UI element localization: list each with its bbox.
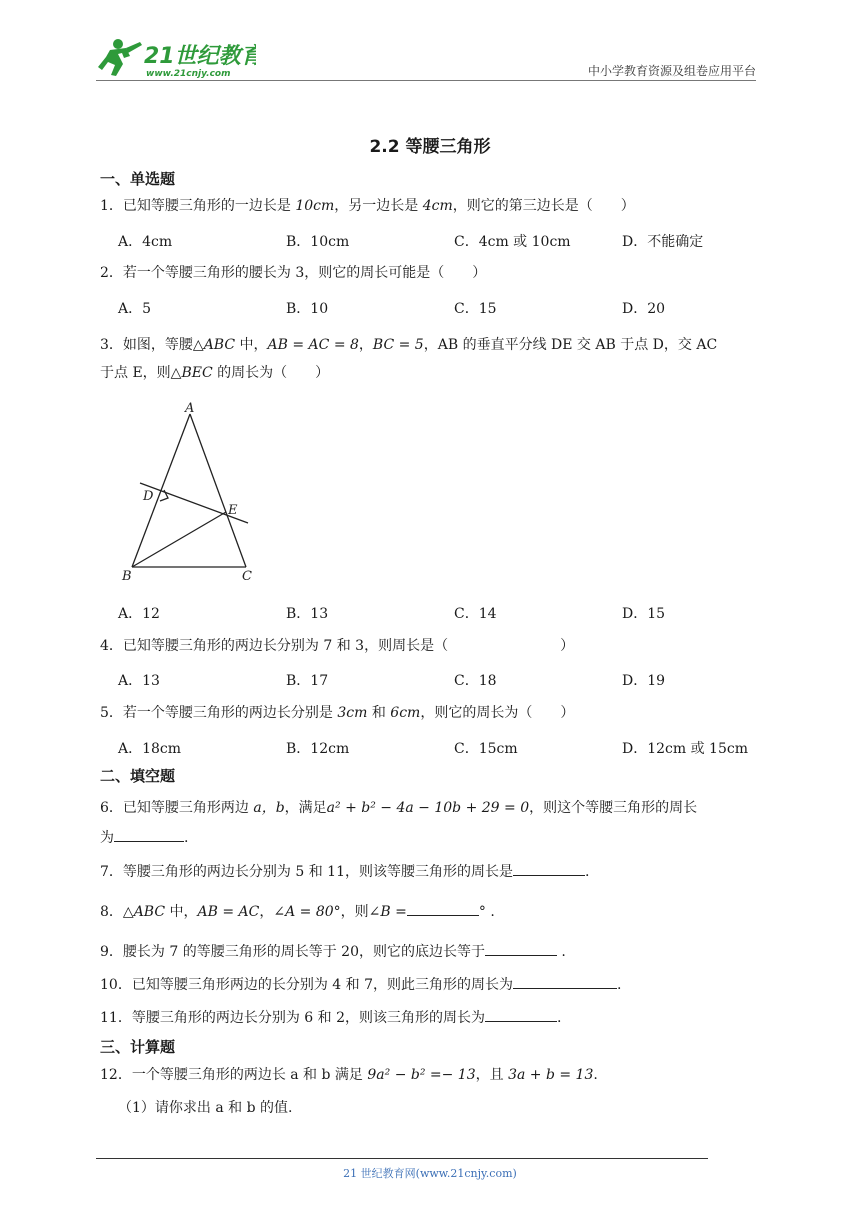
- q9-text: 9．腰长为 7 的等腰三角形的周长等于 20，则它的底边长等于: [100, 944, 485, 960]
- site-logo: [96, 36, 256, 80]
- q5-text-post: ，则它的周长为（ ）: [420, 705, 575, 721]
- label-d: D: [143, 489, 154, 504]
- q9-answer-blank[interactable]: [485, 941, 557, 956]
- footer-link[interactable]: 21 世纪教育网(www.21cnjy.com): [343, 1167, 517, 1180]
- q6-text-mid: ，满足: [284, 800, 327, 816]
- q12-text-mid: ，且: [475, 1067, 509, 1083]
- q6-text-post: ，则这个等腰三角形的周长: [529, 800, 698, 816]
- q8-eq-2: ∠A = 80°: [273, 904, 341, 920]
- q1-value-2: 4cm: [422, 198, 453, 214]
- q6-line-2: [100, 823, 760, 853]
- q1-option-b[interactable]: B．10cm: [286, 234, 350, 250]
- q12-text-end: .: [593, 1067, 598, 1083]
- q6-text-end: .: [184, 830, 189, 846]
- q3-text-1: 3．如图，等腰△: [100, 337, 204, 353]
- q5-option-d[interactable]: D．12cm 或 15cm: [622, 741, 748, 757]
- q5-text-mid: 和: [367, 705, 391, 721]
- question-7: [100, 861, 760, 882]
- q5-option-b[interactable]: B．12cm: [286, 741, 350, 757]
- running-figure-icon: [98, 39, 142, 76]
- q5-value-1: 3cm: [337, 705, 368, 721]
- q3-eq-2: BC = 5: [372, 337, 424, 353]
- q3-option-a[interactable]: A．12: [118, 606, 160, 622]
- q3-option-b[interactable]: B．13: [286, 606, 329, 622]
- q8-text-end: ° .: [478, 904, 495, 920]
- q8-eq-3: ∠B =: [368, 904, 407, 920]
- q5-text-pre: 5．若一个等腰三角形的两边长分别是: [100, 705, 338, 721]
- q12-subquestion-1: （1）请你求出 a 和 b 的值.: [118, 1100, 293, 1116]
- q4-option-c[interactable]: C．18: [454, 673, 497, 689]
- q8-answer-blank[interactable]: [407, 901, 479, 916]
- q6-equation: a² + b² − 4a − 10b + 29 = 0: [326, 800, 530, 816]
- q11-text-end: .: [556, 1010, 562, 1026]
- logo-text: 21世纪教育: [144, 44, 256, 69]
- q12-text-pre: 12．一个等腰三角形的两边长 a 和 b 满足: [100, 1067, 368, 1083]
- question-10: [100, 974, 760, 995]
- q1-text-mid: ，另一边长是: [334, 198, 423, 214]
- q1-text-pre: 1．已知等腰三角形的一边长是: [100, 198, 296, 214]
- footer-divider: [96, 1158, 708, 1159]
- label-c: C: [242, 569, 252, 584]
- q1-value-1: 10cm: [295, 198, 335, 214]
- q7-text: 7．等腰三角形的两边长分别为 5 和 11，则该等腰三角形的周长是: [100, 864, 513, 880]
- q6-line-1: [100, 793, 760, 823]
- header-divider: [96, 80, 756, 81]
- q6-vars: a，b: [253, 800, 285, 816]
- q6-text-line2: 为: [100, 830, 114, 846]
- q3-triangle-abc: ABC: [203, 337, 236, 353]
- q5-option-a[interactable]: A．18cm: [118, 741, 182, 757]
- q5-option-c[interactable]: C．15cm: [454, 741, 518, 757]
- q10-text: 10．已知等腰三角形两边的长分别为 4 和 7，则此三角形的周长为: [100, 977, 513, 993]
- q3-text-3: ，AB 的垂直平分线 DE 交 AB 于点 D，交 AC: [423, 337, 718, 353]
- q3-option-c[interactable]: C．14: [454, 606, 497, 622]
- q12-eq-2: 3a + b = 13: [508, 1067, 594, 1083]
- q2-option-c[interactable]: C．15: [454, 301, 497, 317]
- question-5: [100, 703, 760, 723]
- q8-text-pre: 8．△: [100, 904, 134, 920]
- q4-option-d[interactable]: D．19: [622, 673, 666, 689]
- q8-text-2: ，: [259, 904, 274, 920]
- label-a: A: [185, 401, 195, 416]
- question-3: [100, 331, 760, 387]
- question-2: 2．若一个等腰三角形的腰长为 3，则它的周长可能是（ ）: [100, 265, 487, 281]
- q1-text-post: ，则它的第三边长是（ ）: [452, 198, 635, 214]
- q2-option-b[interactable]: B．10: [286, 301, 329, 317]
- label-e: E: [228, 503, 238, 518]
- segment-be: [132, 512, 226, 567]
- section-heading-fill-in: 二、填空题: [100, 767, 176, 785]
- q1-option-a[interactable]: A．4cm: [118, 234, 173, 250]
- section-heading-single-choice: 一、单选题: [100, 170, 176, 188]
- q3-line-1: [100, 331, 760, 359]
- q8-text-3: ，则: [340, 904, 369, 920]
- q7-text-end: .: [584, 864, 590, 880]
- q3-sep: ，: [358, 337, 373, 353]
- q3-triangle-figure: [118, 396, 268, 588]
- q8-text-1: 中，: [165, 904, 198, 920]
- question-6: [100, 793, 760, 853]
- q10-answer-blank[interactable]: [513, 974, 617, 989]
- q3-text-5: 的周长为（ ）: [212, 365, 330, 381]
- q3-option-d[interactable]: D．15: [622, 606, 666, 622]
- q3-line-2: [100, 359, 760, 387]
- q10-text-end: .: [616, 977, 622, 993]
- q3-text-4: 于点 E，则△: [100, 365, 182, 381]
- q4-option-a[interactable]: A．13: [118, 673, 160, 689]
- q9-text-end: .: [556, 944, 566, 960]
- question-12: [100, 1065, 760, 1085]
- q1-option-c[interactable]: C．4cm 或 10cm: [454, 234, 571, 250]
- side-ac: [190, 414, 246, 567]
- question-9: [100, 941, 760, 962]
- q8-triangle-abc: ABC: [133, 904, 166, 920]
- q8-eq-1: AB = AC: [197, 904, 260, 920]
- q3-triangle-bec: BEC: [181, 365, 213, 381]
- q7-answer-blank[interactable]: [513, 861, 585, 876]
- q2-option-a[interactable]: A．5: [118, 301, 152, 317]
- q1-option-d[interactable]: D．不能确定: [622, 234, 704, 250]
- q2-option-d[interactable]: D．20: [622, 301, 666, 317]
- page-title: 2.2 等腰三角形: [369, 137, 491, 157]
- question-8: [100, 901, 760, 922]
- question-4: 4．已知等腰三角形的两边长分别为 7 和 3，则周长是（ ）: [100, 638, 575, 654]
- q4-option-b[interactable]: B．17: [286, 673, 329, 689]
- logo-url: www.21cnjy.com: [146, 69, 231, 79]
- header-platform-text: 中小学教育资源及组卷应用平台: [587, 64, 756, 78]
- q6-answer-blank[interactable]: [114, 827, 184, 842]
- question-1: [100, 196, 760, 216]
- q3-eq-1: AB = AC = 8: [267, 337, 359, 353]
- q6-text-pre: 6．已知等腰三角形两边: [100, 800, 254, 816]
- q11-answer-blank[interactable]: [485, 1007, 557, 1022]
- q5-value-2: 6cm: [390, 705, 421, 721]
- q12-eq-1: 9a² − b² =− 13: [367, 1067, 476, 1083]
- question-11: [100, 1007, 760, 1028]
- label-b: B: [122, 569, 132, 584]
- section-heading-calculation: 三、计算题: [100, 1038, 176, 1056]
- q3-text-2: 中，: [235, 337, 268, 353]
- q11-text: 11．等腰三角形的两边长分别为 6 和 2，则该三角形的周长为: [100, 1010, 485, 1026]
